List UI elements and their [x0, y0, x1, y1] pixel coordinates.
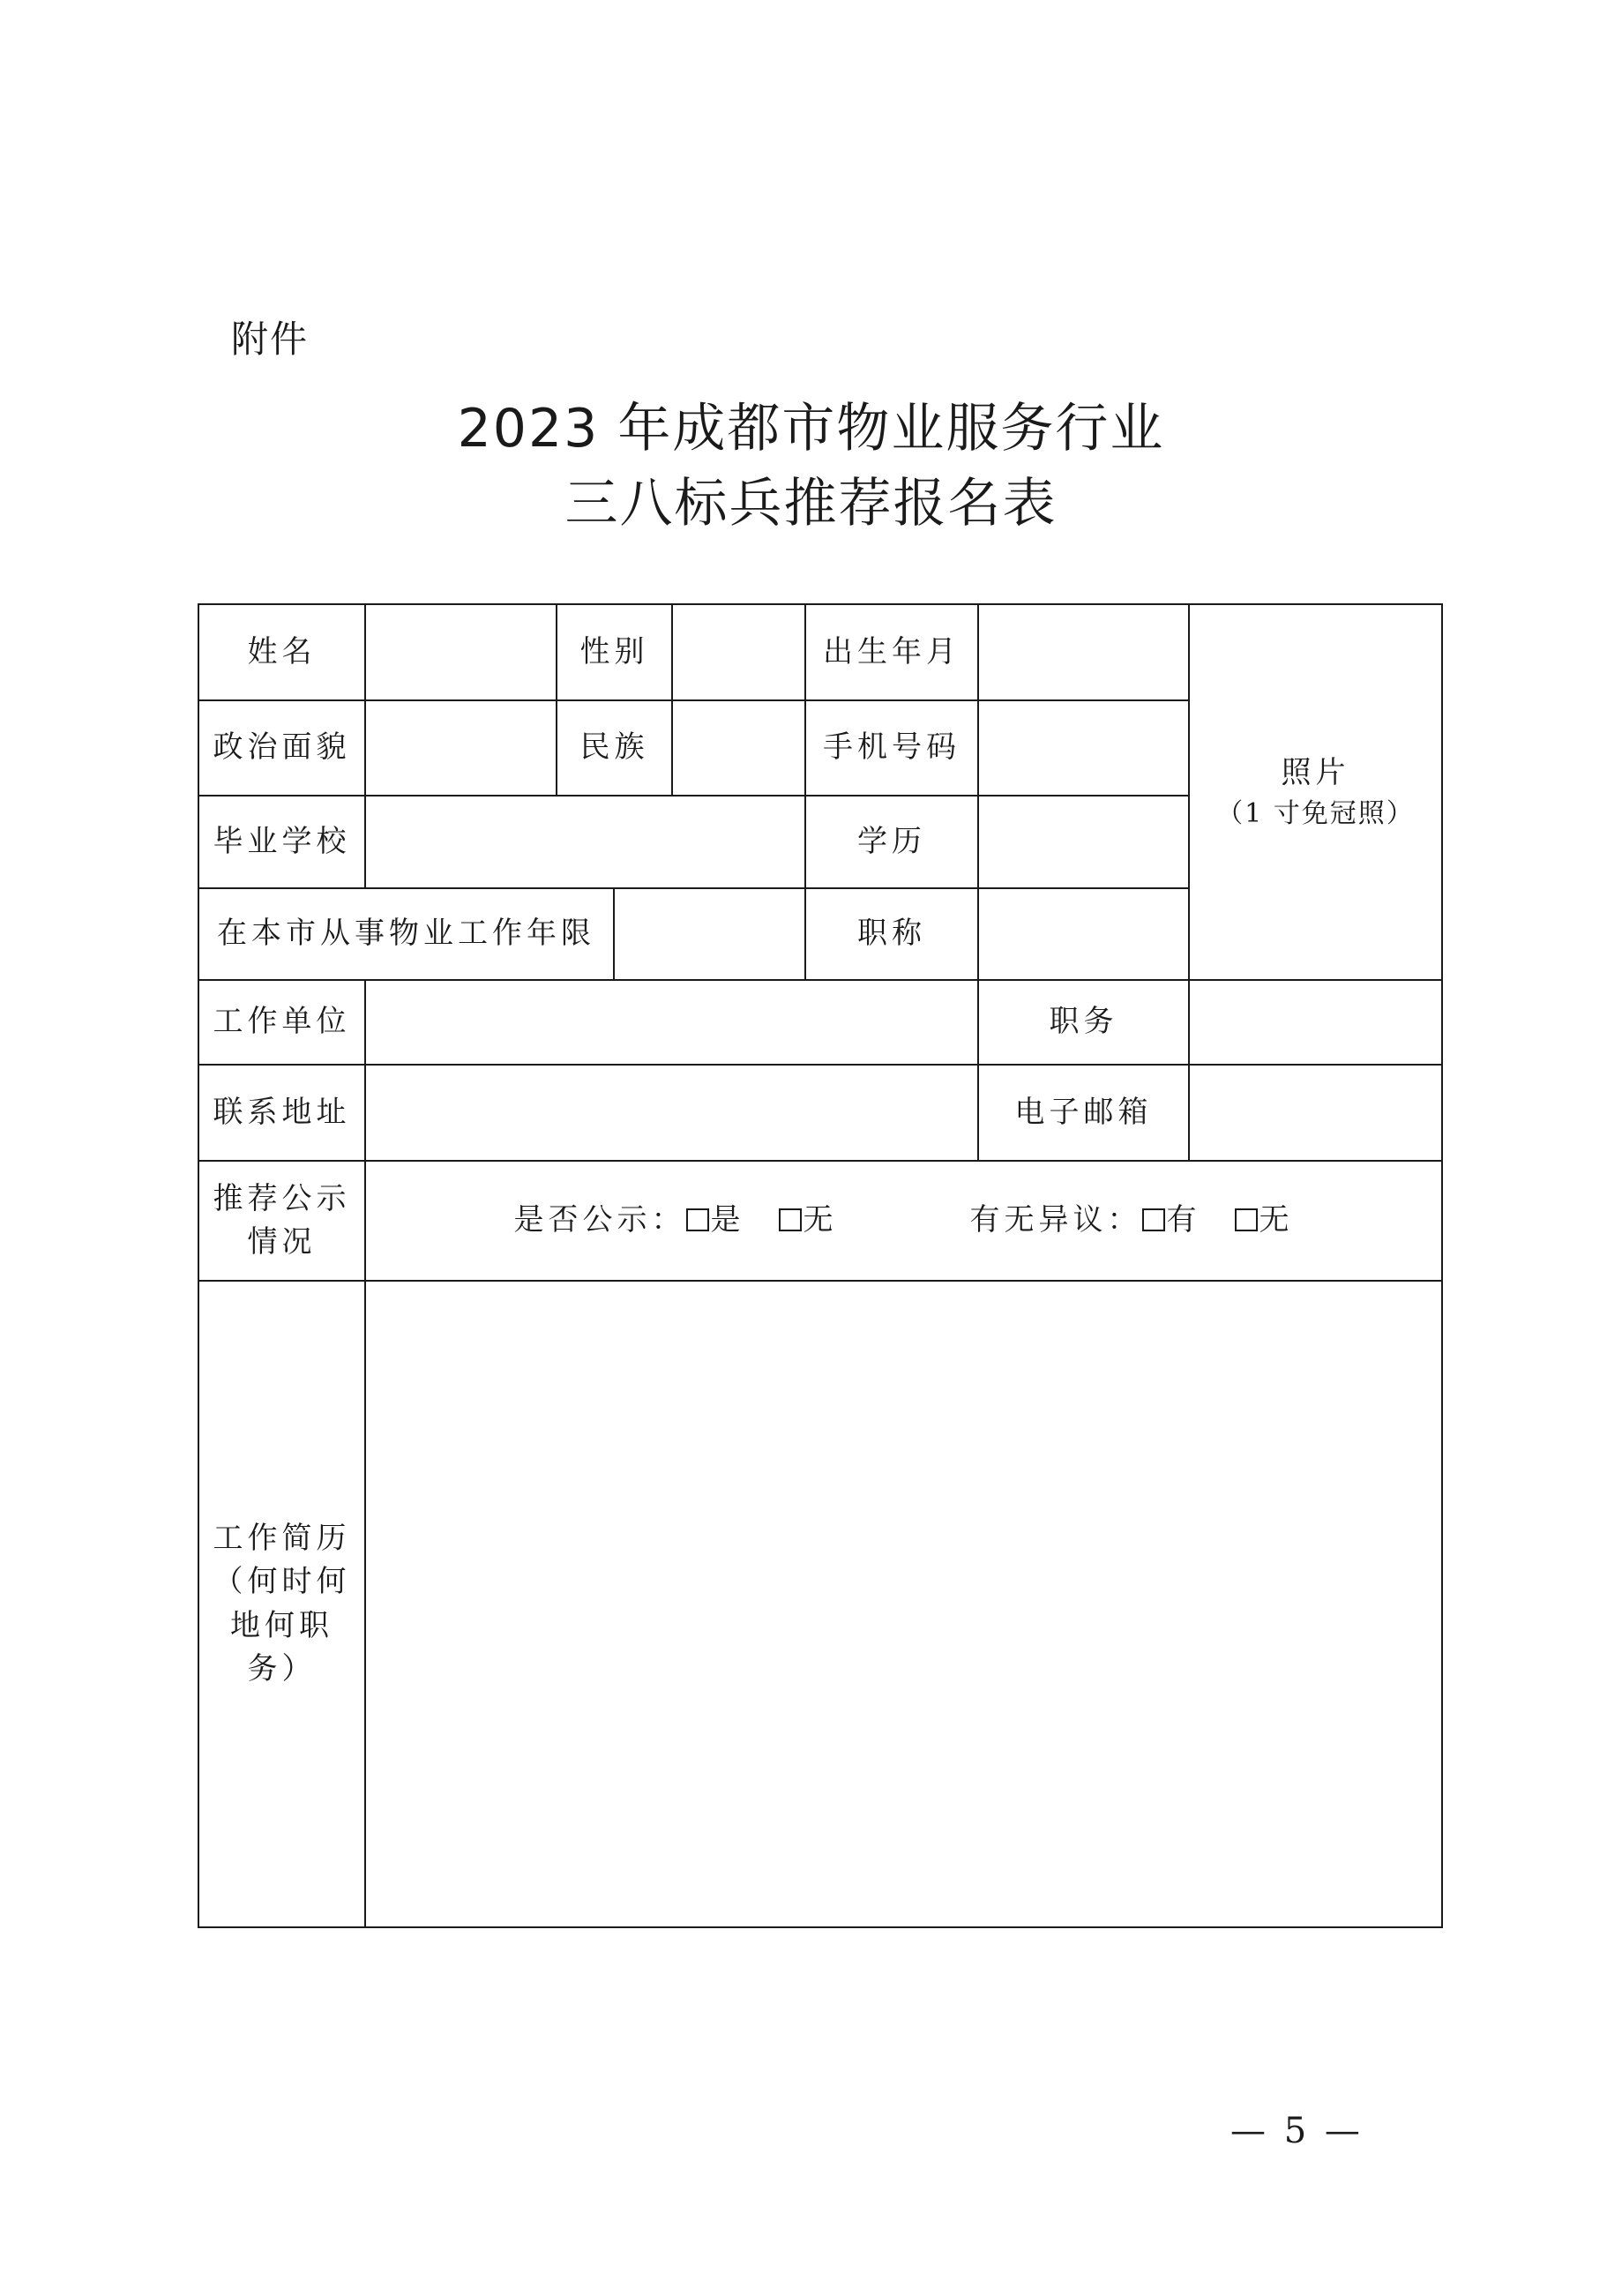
page-number: — 5 —: [1230, 2111, 1364, 2151]
publicity-yes-checkbox[interactable]: [686, 1208, 709, 1231]
photo-note: （1 寸免冠照）: [1216, 797, 1415, 829]
school-label: 毕业学校: [198, 796, 365, 888]
political-field[interactable]: [365, 700, 557, 796]
email-field[interactable]: [1189, 1065, 1442, 1161]
gender-label: 性别: [557, 604, 672, 700]
attachment-label: 附件: [231, 318, 310, 361]
ethnicity-field[interactable]: [672, 700, 805, 796]
name-field[interactable]: [365, 604, 557, 700]
position-label: 职务: [978, 980, 1189, 1065]
resume-label-line3: 地何职: [230, 1607, 333, 1643]
publicity-label: [198, 1161, 365, 1281]
birth-label: 出生年月: [805, 604, 978, 700]
publicity-label-line2: 情况: [247, 1224, 317, 1260]
publicity-no-checkbox[interactable]: [779, 1208, 802, 1231]
publicity-question: 是否公示：: [513, 1202, 686, 1238]
publicity-no-label: 无: [803, 1202, 838, 1238]
photo-cell[interactable]: [1189, 604, 1442, 980]
publicity-yes-label: 是: [710, 1202, 745, 1238]
objection-no-checkbox[interactable]: [1235, 1208, 1258, 1231]
years-field[interactable]: [614, 888, 805, 980]
objection-yes-checkbox[interactable]: [1142, 1208, 1165, 1231]
email-label: 电子邮箱: [978, 1065, 1189, 1161]
years-label: 在本市从事物业工作年限: [198, 888, 614, 980]
resume-label: [198, 1281, 365, 1927]
publicity-field: [365, 1161, 1442, 1281]
photo-label: 照片: [1281, 754, 1350, 790]
resume-label-line2: （何时何: [213, 1564, 351, 1600]
birth-field[interactable]: [978, 604, 1189, 700]
title-label: 职称: [805, 888, 978, 980]
publicity-label-line1: 推荐公示: [213, 1180, 351, 1216]
resume-label-line1: 工作简历: [213, 1520, 351, 1556]
objection-question: 有无异议：: [969, 1202, 1142, 1238]
objection-yes-label: 有: [1166, 1202, 1201, 1238]
school-field[interactable]: [365, 796, 805, 888]
address-label: 联系地址: [198, 1065, 365, 1161]
phone-field[interactable]: [978, 700, 1189, 796]
ethnicity-label: 民族: [557, 700, 672, 796]
registration-form: [198, 603, 1443, 1928]
education-field[interactable]: [978, 796, 1189, 888]
objection-no-label: 无: [1259, 1202, 1294, 1238]
title-field[interactable]: [978, 888, 1189, 980]
address-field[interactable]: [365, 1065, 978, 1161]
page-subtitle: 三八标兵推荐报名表: [564, 473, 1058, 535]
name-label: 姓名: [198, 604, 365, 700]
resume-field[interactable]: [365, 1281, 1442, 1927]
resume-label-line4: 务）: [247, 1650, 317, 1686]
page-title: 2023 年成都市物业服务行业: [457, 398, 1165, 460]
phone-label: 手机号码: [805, 700, 978, 796]
education-label: 学历: [805, 796, 978, 888]
position-field[interactable]: [1189, 980, 1442, 1065]
employer-field[interactable]: [365, 980, 978, 1065]
employer-label: 工作单位: [198, 980, 365, 1065]
gender-field[interactable]: [672, 604, 805, 700]
political-label: 政治面貌: [198, 700, 365, 796]
